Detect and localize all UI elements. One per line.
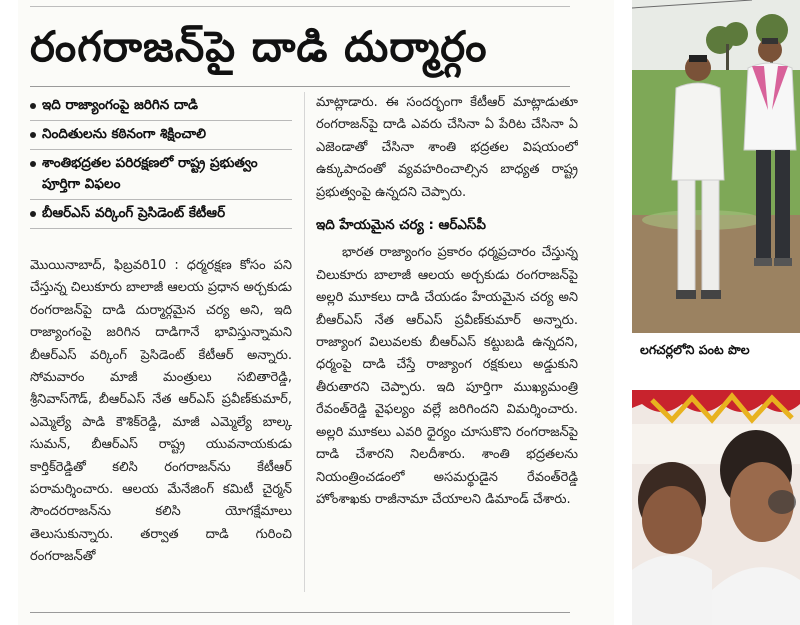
article-column-2 <box>316 92 578 592</box>
temple-visit-photo <box>632 390 800 625</box>
bullet-item <box>30 200 292 229</box>
temple-visit-illustration <box>632 390 800 625</box>
bullet-points <box>30 92 292 229</box>
column-divider <box>304 92 305 592</box>
bullet-item <box>30 150 292 200</box>
bullet-text: నిందితులను కఠినంగా శిక్షించాలి <box>42 126 207 142</box>
body-paragraph: మాట్లాడారు. ఈ సందర్భంగా కేటీఆర్ మాట్లాడుతూ రంగరాజన్‌పై దాడి ఎవరు చేసినా ఏ పేరిట చేసినా ఏ ఎజెండాతో చేసినా శాంతి భద్రతల విషయంలో ఉక్కుపాదంతో వ్యవహరించాల్సిన బాధ్యత రాష్ట్ర ప్రభుత్వంపై ఉన్నదని చెప్పారు. <box>316 95 578 200</box>
field-visit-photo <box>632 0 800 333</box>
top-rule <box>30 6 570 7</box>
article-column-1 <box>30 255 292 593</box>
field-visit-illustration <box>632 0 800 333</box>
bullet-item <box>30 121 292 150</box>
body-paragraph: భారత రాజ్యాంగం ప్రకారం ధర్మప్రచారం చేస్తున్న చిలుకూరు బాలాజీ ఆలయ అర్చకుడు రంగరాజన్‌పై అల్లరి మూకలు దాడి చేయడం హేయమైన చర్య అని బీఆర్‌ఎస్ నేత ఆర్‌ఎస్ ప్రవీణ్‌కుమార్ అన్నారు. రాజ్యాంగ విలువలకు బీఆర్‌ఎస్ కట్టుబడి ఉన్నదని, ధర్మంపై దాడి చేస్తే రాజ్యాంగ రక్షకులు అడ్డుకుని తీరుతారని చెప్పారు. ఇది పూర్తిగా ముఖ్యమంత్రి రేవంత్‌రెడ్డి వైఫల్యం వల్లే జరిగిందని విమర్శించారు. అల్లరి మూకలు ఎవరి ధైర్యం చూసుకొని రంగరాజన్‌పై దాడి చేశారని నిలదీశారు. శాంతి భద్రతలను నియంత్రించడంలో అసమర్థుడైన రేవంత్‌రెడ్డి హోంశాఖకు రాజీనామా చేయాలని డిమాండ్ చేశారు. <box>316 245 578 507</box>
bullet-item <box>30 92 292 121</box>
headline-rule <box>30 86 570 87</box>
bottom-rule <box>30 612 570 613</box>
bullet-text: ఇది రాజ్యాంగంపై జరిగిన దాడి <box>42 97 198 113</box>
bullet-icon <box>30 132 36 138</box>
bullet-icon <box>30 103 36 109</box>
sub-heading: ఇది హేయమైన చర్య : ఆర్‌ఎస్‌పీ <box>316 217 486 234</box>
bullet-icon <box>30 211 36 217</box>
article-headline: రంగరాజన్‌పై దాడి దుర్మార్గం <box>30 22 488 71</box>
body-paragraph: మొయినాబాద్, ఫిబ్రవరి10 : ధర్మరక్షణ కోసం పని చేస్తున్న చిలుకూరు బాలాజీ ఆలయ ప్రధాన అర్చకుడు రంగరాజన్‌పై దాడి దుర్మార్గమైన చర్య అని, ఇది రాజ్యాంగంపై జరిగిన దాడిగానే భావిస్తున్నామని బీఆర్‌ఎస్ వర్కింగ్ ప్రెసిడెంట్ కేటీఆర్ అన్నారు. సోమవారం మాజీ మంత్రులు సబితారెడ్డి, శ్రీనివాస్‌గౌడ్, బీఆర్‌ఎస్ నేత ఆర్‌ఎస్ ప్రవీణ్‌కుమార్, ఎమ్మెల్యే పాడి కౌశిక్‌రెడ్డి, మాజీ ఎమ్మెల్యే బాల్క సుమన్, బీఆర్‌ఎస్ రాష్ట్ర యువనాయకుడు కార్తిక్‌రెడ్డితో కలిసి రంగరాజన్‌ను కేటీఆర్ పరామర్శించారు. ఆలయ మేనేజింగ్ కమిటీ చైర్మన్ సౌందరరాజన్‌ను కలిసి యోగక్షేమాలు తెలుసుకున్నారు. తర్వాత దాడి గురించి రంగరాజన్‌తో <box>30 258 292 565</box>
bullet-text: శాంతిభద్రతల పరిరక్షణలో రాష్ట్ర ప్రభుత్వం పూర్తిగా విఫలం <box>42 155 258 192</box>
photo-caption: లగచర్లలోని పంట పొల <box>640 342 750 357</box>
bullet-text: బీఆర్‌ఎస్ వర్కింగ్ ప్రెసిడెంట్ కేటీఆర్ <box>42 205 226 221</box>
bullet-icon <box>30 161 36 167</box>
